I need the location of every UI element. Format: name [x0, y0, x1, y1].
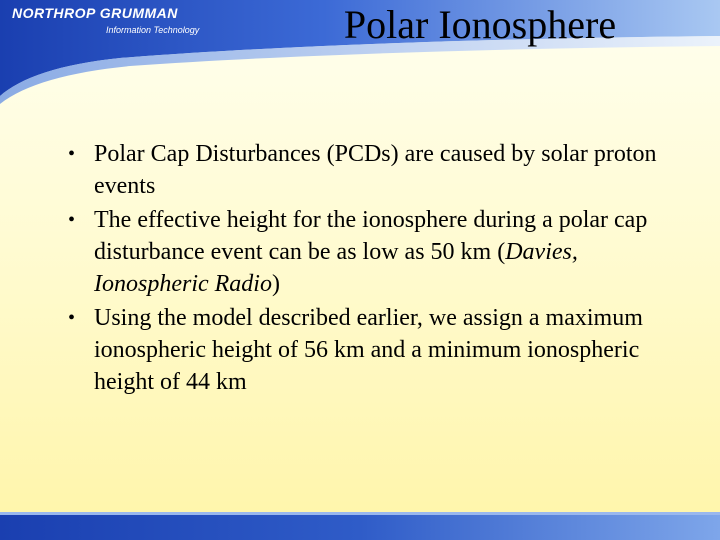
- bullet-list: [60, 138, 660, 400]
- brand-division: Information Technology: [106, 25, 200, 35]
- bullet-text: Using the model described earlier, we assign a maximum ionospheric height of 56 km and a minimum ionospheric height of 44 km: [94, 305, 643, 395]
- bullet-text: [94, 207, 647, 297]
- bullet-item: [60, 302, 660, 398]
- brand-logo: [12, 4, 212, 40]
- bullet-icon: •: [68, 307, 76, 329]
- bullet-item: [60, 138, 660, 202]
- bullet-item: [60, 204, 660, 300]
- bullet-text: Polar Cap Disturbances (PCDs) are caused by solar proton events: [94, 141, 657, 199]
- footer-bar: [0, 512, 720, 540]
- slide-title: Polar Ionosphere: [343, 2, 617, 47]
- bullet-icon: •: [68, 143, 76, 165]
- brand-name: NORTHROP GRUMMAN: [12, 5, 178, 21]
- citation-text: Davies, Ionospheric Radio: [94, 239, 578, 297]
- bullet-icon: •: [68, 209, 76, 231]
- bullet-text-end: ): [271, 271, 280, 297]
- bullet-text-main: The effective height for the ionosphere during a polar cap disturbance event can be as low as 50 km (: [94, 207, 648, 265]
